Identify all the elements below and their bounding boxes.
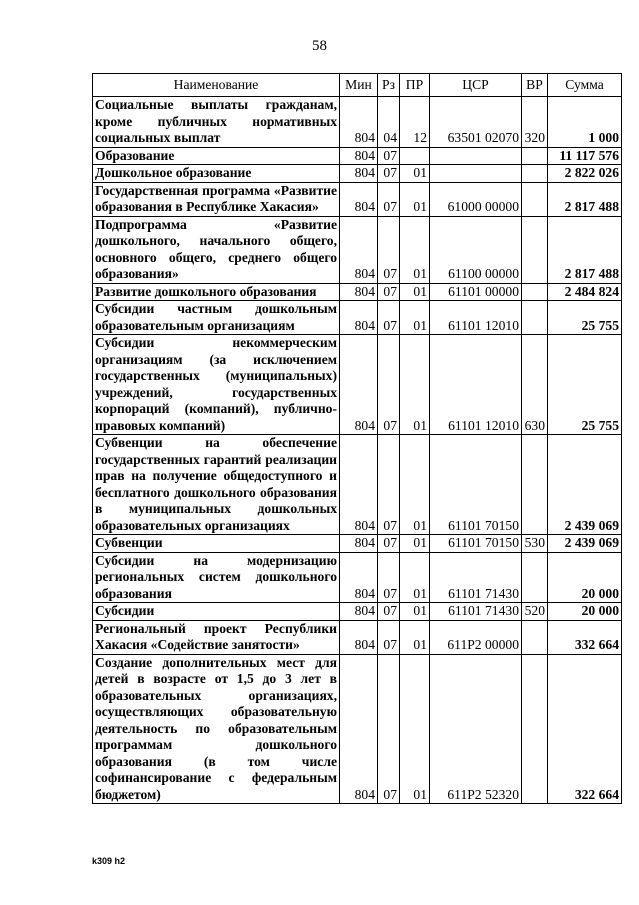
row-vr [522,435,548,535]
row-sum: 2 484 824 [548,283,622,301]
header-name: Наименование [93,74,340,97]
row-min: 804 [340,165,378,183]
row-sum: 2 817 488 [548,216,622,283]
row-pr: 01 [400,603,430,621]
row-rz: 07 [378,620,400,654]
header-min: Мин [340,74,378,97]
row-pr: 01 [400,435,430,535]
row-pr: 01 [400,335,430,435]
row-sum: 11 117 576 [548,147,622,165]
table-row [93,182,622,216]
row-rz: 07 [378,535,400,553]
table-row [93,603,622,621]
row-name: Дошкольное образование [93,165,340,183]
table-row [93,216,622,283]
row-pr: 01 [400,182,430,216]
row-rz: 07 [378,552,400,603]
row-name: Субвенции на обеспечение государственных гарантий реализации прав на получение общедоступного и бесплатного дошкольного образования в муниципальных дошкольных образовательных организациях [93,435,340,535]
row-pr: 01 [400,301,430,335]
row-rz: 07 [378,147,400,165]
row-min: 804 [340,335,378,435]
row-pr: 12 [400,97,430,148]
row-vr [522,552,548,603]
row-sum: 25 755 [548,335,622,435]
row-name: Субсидии [93,603,340,621]
row-rz: 07 [378,435,400,535]
row-csr [430,165,522,183]
header-pr: ПР [400,74,430,97]
row-pr [400,147,430,165]
row-name: Субвенции [93,535,340,553]
row-min: 804 [340,435,378,535]
row-vr [522,654,548,804]
row-min: 804 [340,552,378,603]
table-row [93,620,622,654]
row-name: Подпрограмма «Развитие дошкольного, начального общего, основного общего, среднего общего образования» [93,216,340,283]
row-name: Развитие дошкольного образования [93,283,340,301]
row-csr: 61000 00000 [430,182,522,216]
row-rz: 07 [378,603,400,621]
table-row [93,335,622,435]
row-sum: 2 439 069 [548,435,622,535]
table-row [93,147,622,165]
row-csr: 61100 00000 [430,216,522,283]
table-row [93,535,622,553]
row-vr [522,165,548,183]
header-sum: Сумма [548,74,622,97]
row-rz: 04 [378,97,400,148]
row-name: Субсидии некоммерческим организациям (за исключением государственных (муниципальных) учреждений, государственных корпораций (компаний), публично-правовых компаний) [93,335,340,435]
row-vr: 630 [522,335,548,435]
row-vr: 320 [522,97,548,148]
row-min: 804 [340,654,378,804]
row-pr: 01 [400,283,430,301]
row-rz: 07 [378,165,400,183]
row-sum: 20 000 [548,552,622,603]
row-name: Субсидии частным дошкольным образовательным организациям [93,301,340,335]
row-min: 804 [340,97,378,148]
row-sum: 2 822 026 [548,165,622,183]
row-name: Государственная программа «Развитие образования в Республике Хакасия» [93,182,340,216]
row-min: 804 [340,603,378,621]
row-min: 804 [340,301,378,335]
row-vr: 520 [522,603,548,621]
row-vr [522,283,548,301]
row-min: 804 [340,182,378,216]
row-csr: 61101 12010 [430,301,522,335]
row-sum: 25 755 [548,301,622,335]
budget-table [92,73,622,804]
row-vr: 530 [522,535,548,553]
row-vr [522,147,548,165]
row-csr [430,147,522,165]
row-min: 804 [340,216,378,283]
row-csr: 61101 70150 [430,535,522,553]
row-vr [522,301,548,335]
table-row [93,301,622,335]
row-pr: 01 [400,620,430,654]
row-vr [522,216,548,283]
row-min: 804 [340,535,378,553]
table-row [93,435,622,535]
row-rz: 07 [378,301,400,335]
row-name: Региональный проект Республики Хакасия «Содействие занятости» [93,620,340,654]
table-row [93,97,622,148]
header-csr: ЦСР [430,74,522,97]
table-row [93,165,622,183]
table-row [93,283,622,301]
row-csr: 611P2 52320 [430,654,522,804]
row-name: Социальные выплаты гражданам, кроме публичных нормативных социальных выплат [93,97,340,148]
row-sum: 2 817 488 [548,182,622,216]
row-pr: 01 [400,654,430,804]
row-min: 804 [340,283,378,301]
row-csr: 61101 00000 [430,283,522,301]
row-csr: 61101 70150 [430,435,522,535]
row-pr: 01 [400,535,430,553]
row-sum: 332 664 [548,620,622,654]
row-csr: 63501 02070 [430,97,522,148]
header-vr: ВР [522,74,548,97]
row-csr: 61101 12010 [430,335,522,435]
row-csr: 61101 71430 [430,603,522,621]
row-sum: 20 000 [548,603,622,621]
row-csr: 611P2 00000 [430,620,522,654]
row-csr: 61101 71430 [430,552,522,603]
row-sum: 322 664 [548,654,622,804]
row-name: Создание дополнительных мест для детей в возрасте от 1,5 до 3 лет в образовательных организациях, осуществляющих образовательную деятельность по образовательным программам дошкольного образования (в том числе софинансирование с федеральным бюджетом) [93,654,340,804]
row-sum: 2 439 069 [548,535,622,553]
document-code: k309 h2 [92,856,126,866]
row-min: 804 [340,147,378,165]
table-row [93,654,622,804]
row-pr: 01 [400,216,430,283]
row-vr [522,182,548,216]
table-header-row [93,74,622,97]
row-name: Субсидии на модернизацию региональных систем дошкольного образования [93,552,340,603]
row-sum: 1 000 [548,97,622,148]
row-rz: 07 [378,335,400,435]
row-rz: 07 [378,654,400,804]
row-name: Образование [93,147,340,165]
header-rz: Рз [378,74,400,97]
row-vr [522,620,548,654]
row-pr: 01 [400,552,430,603]
page-number: 58 [312,38,327,54]
row-rz: 07 [378,216,400,283]
row-rz: 07 [378,182,400,216]
table-row [93,552,622,603]
row-rz: 07 [378,283,400,301]
row-pr: 01 [400,165,430,183]
row-min: 804 [340,620,378,654]
